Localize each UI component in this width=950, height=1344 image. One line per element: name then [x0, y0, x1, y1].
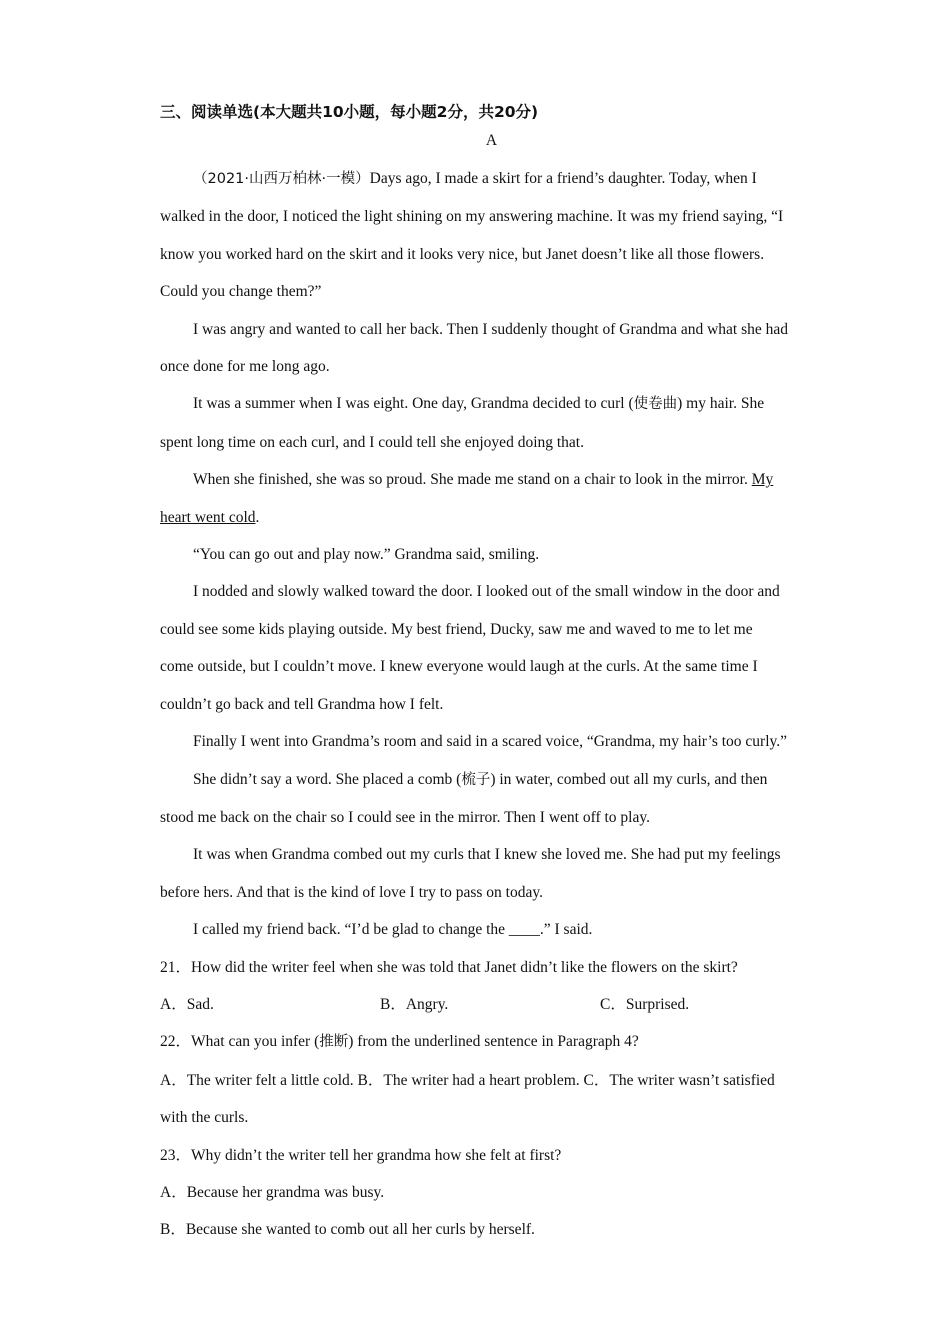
question-21-stem: 21．How did the writer feel when she was told that Janet didn’t like the flowers on the skirt? [160, 958, 738, 976]
paragraph-1 [160, 160, 790, 311]
question-21-options [160, 986, 790, 1023]
paragraph-1-text: Days ago, I made a skirt for a friend’s daughter. Today, when I walked in the door, I noticed the light shining on my answering machine. It was my friend saying, “I know you worked hard on the skirt and it looks very nice, but Janet doesn’t like all those flowers. Could you change them?” [160, 170, 784, 301]
paragraph-8: She didn’t say a word. She placed a comb (梳子) in water, combed out all my curls, and then stood me back on the chair so I could see in the mirror. Then I went off to play. [160, 770, 768, 826]
option-a: A．Sad. [160, 995, 214, 1013]
underlined-sentence: My heart went cold [160, 471, 774, 526]
paragraph-10: I called my friend back. “I’d be glad to change the ____.” I said. [193, 921, 593, 939]
passage-body [160, 160, 790, 1249]
question-23-stem: 23．Why didn’t the writer tell her grandma how she felt at first? [160, 1146, 562, 1164]
question-23-option-b: B．Because she wanted to comb out all her curls by herself. [160, 1221, 535, 1239]
option-c: C．Surprised. [600, 995, 690, 1013]
question-22-options: A．The writer felt a little cold. B．The writer had a heart problem. C．The writer wasn’t satisfied with the curls. [160, 1071, 775, 1127]
paragraph-2: I was angry and wanted to call her back. Then I suddenly thought of Grandma and what she had once done for me long ago. [160, 320, 788, 376]
paragraph-9: It was when Grandma combed out my curls that I knew she loved me. She had put my feelings before hers. And that is the kind of love I try to pass on today. [160, 846, 781, 901]
paragraph-6: I nodded and slowly walked toward the door. I looked out of the small window in the door and could see some kids playing outside. My best friend, Ducky, saw me and waved to me to let me come outside, but I couldn’t move. I knew everyone would laugh at the curls. At the same time I couldn’t go back and tell Grandma how I felt. [160, 583, 780, 713]
paragraph-5: “You can go out and play now.” Grandma said, smiling. [193, 546, 540, 564]
paragraph-7: Finally I went into Grandma’s room and said in a scared voice, “Grandma, my hair’s too curly.” [193, 733, 788, 751]
passage-label: A [485, 132, 498, 149]
paragraph-4: When she finished, she was so proud. She made me stand on a chair to look in the mirror. My heart went cold. [160, 471, 774, 526]
option-b: B．Angry. [380, 995, 449, 1013]
section-title: 三、阅读单选(本大题共10小题，每小题2分，共20分) [160, 103, 539, 121]
question-22-stem: 22．What can you infer (推断) from the underlined sentence in Paragraph 4? [160, 1033, 639, 1051]
paragraph-3: It was a summer when I was eight. One day, Grandma decided to curl (使卷曲) my hair. She spent long time on each curl, and I could tell she enjoyed doing that. [160, 395, 765, 451]
source-tag: （2021·山西万柏林·一模） [193, 171, 370, 187]
question-23-option-a: A．Because her grandma was busy. [160, 1183, 385, 1201]
